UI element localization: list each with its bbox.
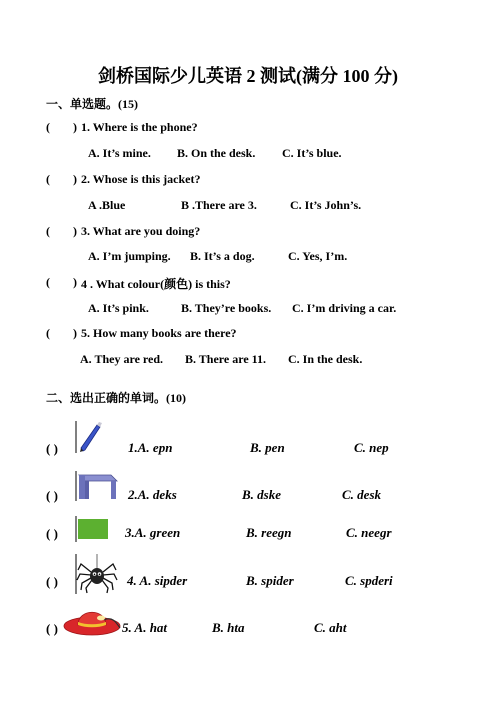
q2-close-paren: ) [73, 172, 77, 186]
q4-text: 4 . What colour(颜色) is this? [81, 277, 231, 291]
spider-icon [75, 554, 119, 594]
item3-option-c: C. neegr [346, 525, 392, 540]
q1-option-a: A. It’s mine. [88, 146, 151, 160]
q3-option-a: A. I’m jumping. [88, 249, 171, 263]
q3-option-c: C. Yes, I’m. [288, 249, 348, 263]
hat-icon [60, 602, 124, 638]
q1-open-paren: ( [46, 120, 50, 134]
item2-answer-paren: ( ) [46, 488, 58, 503]
item1-answer-paren: ( ) [46, 441, 58, 456]
q1-text: 1. Where is the phone? [81, 120, 198, 134]
q5-option-c: C. In the desk. [288, 352, 363, 366]
item2-option-b: B. dske [242, 487, 281, 502]
q2-option-a: A .Blue [88, 198, 126, 212]
item4-option-a: 4. A. sipder [127, 573, 188, 588]
pen-icon [75, 421, 105, 453]
section2-heading: 二、选出正确的单词。(10) [46, 391, 186, 405]
item4-option-c: C. spderi [345, 573, 393, 588]
q4-option-c: C. I’m driving a car. [292, 301, 397, 315]
q5-open-paren: ( [46, 326, 50, 340]
q2-open-paren: ( [46, 172, 50, 186]
item3-answer-paren: ( ) [46, 526, 58, 541]
q2-option-b: B .There are 3. [181, 198, 257, 212]
section1-heading: 一、单选题。(15) [46, 97, 138, 111]
q1-option-b: B. On the desk. [177, 146, 256, 160]
q5-option-a: A. They are red. [80, 352, 163, 366]
desk-icon [75, 471, 119, 501]
item5-option-c: C. aht [314, 620, 347, 635]
q5-close-paren: ) [73, 326, 77, 340]
q1-option-c: C. It’s blue. [282, 146, 342, 160]
q5-text: 5. How many books are there? [81, 326, 237, 340]
q2-text: 2. Whose is this jacket? [81, 172, 201, 186]
item5-option-b: B. hta [212, 620, 245, 635]
item4-answer-paren: ( ) [46, 574, 58, 589]
q3-close-paren: ) [73, 224, 77, 238]
q5-option-b: B. There are 11. [185, 352, 266, 366]
q4-close-paren: ) [73, 275, 77, 289]
item3-option-b: B. reegn [246, 525, 292, 540]
page-title: 剑桥国际少儿英语 2 测试(满分 100 分) [98, 66, 398, 86]
q2-option-c: C. It’s John’s. [290, 198, 362, 212]
q3-option-b: B. It’s a dog. [190, 249, 255, 263]
q4-option-b: B. They’re books. [181, 301, 272, 315]
item1-option-a: 1.A. epn [128, 440, 173, 455]
q4-open-paren: ( [46, 275, 50, 289]
green-square-icon [75, 516, 111, 542]
item5-answer-paren: ( ) [46, 621, 58, 636]
item3-option-a: 3.A. green [125, 525, 181, 540]
item1-option-b: B. pen [250, 440, 285, 455]
q1-close-paren: ) [73, 120, 77, 134]
q3-open-paren: ( [46, 224, 50, 238]
q4-option-a: A. It’s pink. [88, 301, 149, 315]
item2-option-a: 2.A. deks [128, 487, 177, 502]
q3-text: 3. What are you doing? [81, 224, 201, 238]
item4-option-b: B. spider [246, 573, 294, 588]
item5-option-a: 5. A. hat [122, 620, 168, 635]
item1-option-c: C. nep [354, 440, 389, 455]
item2-option-c: C. desk [342, 487, 381, 502]
